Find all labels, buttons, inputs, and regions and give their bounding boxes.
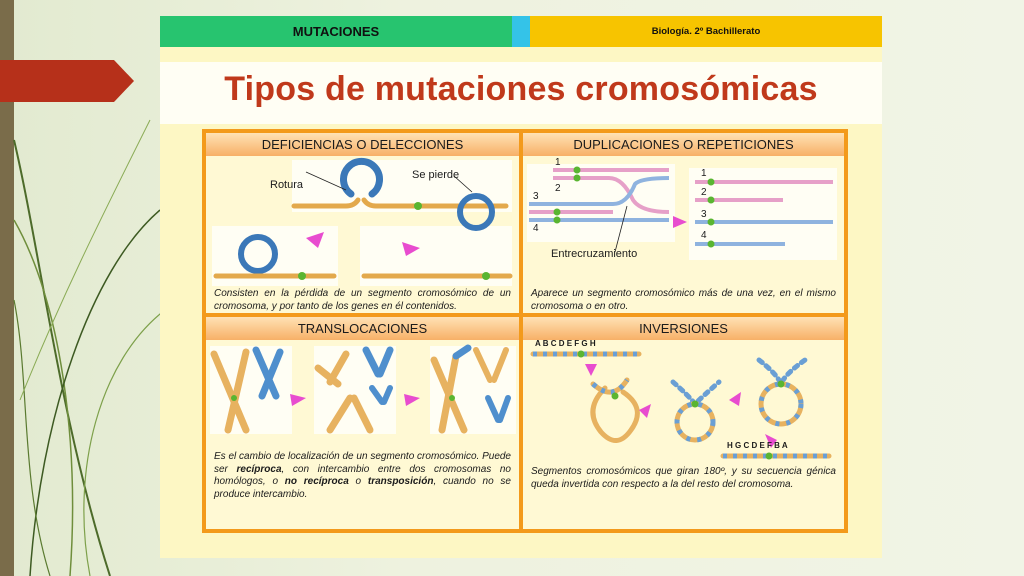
panels-grid bbox=[202, 129, 848, 533]
deletion-diagram bbox=[206, 156, 519, 291]
red-arrow-tab bbox=[0, 60, 134, 102]
strand-number: 1 bbox=[555, 157, 561, 168]
desc-bold: transposición bbox=[367, 476, 434, 487]
header-divider bbox=[512, 16, 530, 47]
strand-number: 4 bbox=[701, 230, 707, 241]
panel-duplicaciones bbox=[523, 133, 844, 313]
panel-heading: DUPLICACIONES O REPETICIONES bbox=[523, 133, 844, 156]
duplication-diagram bbox=[523, 156, 844, 291]
desc-bold: recíproca bbox=[236, 463, 282, 475]
strand-number: 4 bbox=[533, 223, 539, 234]
desc-text: o bbox=[348, 476, 368, 487]
panel-inversiones bbox=[523, 317, 844, 529]
translocation-diagram bbox=[206, 340, 519, 450]
panel-description: Consisten en la pérdida de un segmento cromosómico de un cromosoma, y por tanto de los genes en él contenidos. bbox=[214, 288, 511, 312]
header-subject: MUTACIONES bbox=[160, 16, 512, 47]
desc-bold: no recíproca bbox=[284, 476, 349, 487]
gene-sequence-inverted: H G C D E F B A bbox=[727, 441, 788, 450]
panel-heading: DEFICIENCIAS O DELECCIONES bbox=[206, 133, 519, 156]
label-entrecruzamiento: Entrecruzamiento bbox=[551, 248, 638, 260]
panel-description: Aparece un segmento cromosómico más de una vez, en el mismo cromosoma o en otro. bbox=[531, 288, 836, 312]
label-rotura: Rotura bbox=[270, 179, 304, 191]
label-se-pierde: Se pierde bbox=[412, 169, 460, 181]
slide bbox=[160, 16, 882, 558]
desc-text: , cuando no se produce intercambio. bbox=[214, 476, 511, 500]
strand-number: 2 bbox=[701, 187, 707, 198]
strand-number: 3 bbox=[701, 209, 707, 220]
header-course: Biología. 2º Bachillerato bbox=[530, 16, 882, 47]
panel-deficiencias bbox=[206, 133, 519, 313]
panel-translocaciones bbox=[206, 317, 519, 529]
desc-text: Es el cambio de localización de un segmento cromosómico. Puede ser bbox=[214, 451, 511, 475]
panel-heading: TRANSLOCACIONES bbox=[206, 317, 519, 340]
page-title: Tipos de mutaciones cromosómicas bbox=[224, 70, 818, 108]
inversion-diagram bbox=[523, 340, 844, 460]
panel-description: Segmentos cromosómicos que giran 180º, y su secuencia génica queda invertida con respecto a la del resto del cromosoma. bbox=[531, 466, 836, 490]
gene-sequence-original: A B C D E F G H bbox=[535, 339, 596, 348]
strand-number: 2 bbox=[555, 183, 561, 194]
strand-number: 3 bbox=[533, 191, 539, 202]
panel-heading: INVERSIONES bbox=[523, 317, 844, 340]
desc-text: , con intercambio entre dos cromosomas no homólogos, o bbox=[214, 463, 511, 487]
panel-description bbox=[214, 451, 511, 501]
strand-number: 1 bbox=[701, 168, 707, 179]
